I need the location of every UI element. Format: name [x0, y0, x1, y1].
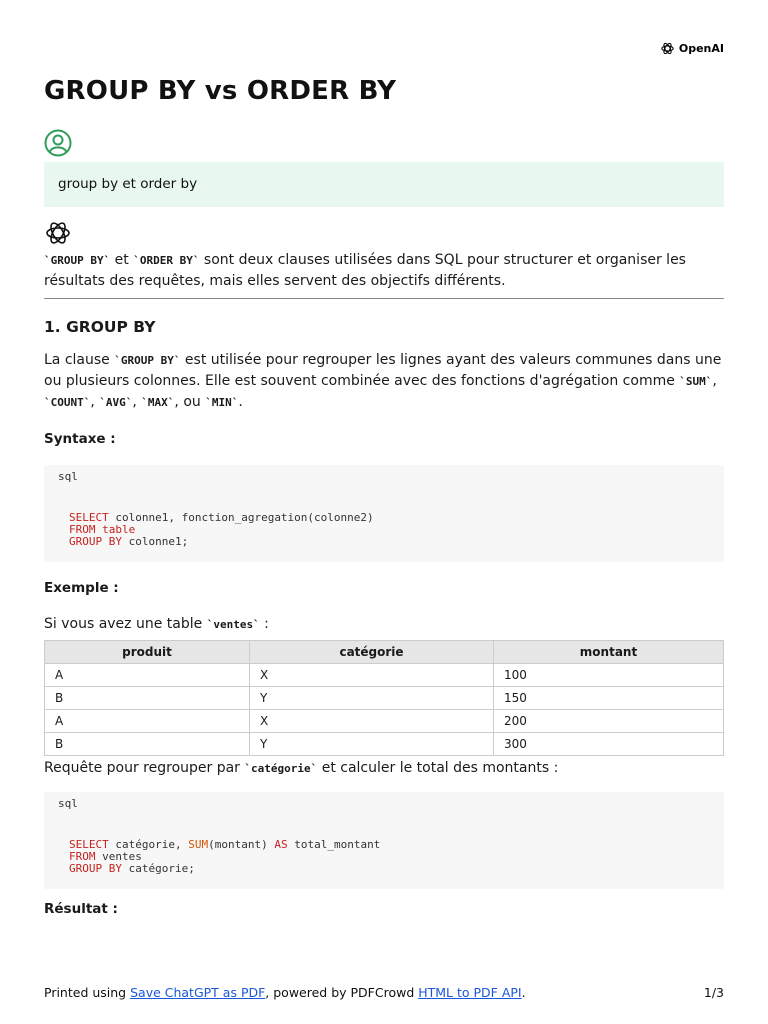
user-message: group by et order by: [44, 162, 724, 207]
table-cell: 100: [494, 664, 724, 687]
inline-code: `GROUP BY`: [114, 354, 181, 367]
inline-code: `ventes`: [206, 618, 260, 631]
example-label: Exemple :: [44, 580, 119, 596]
table-header-row: [45, 641, 724, 664]
openai-logo-icon: [659, 40, 676, 57]
inline-code: `SUM`: [679, 375, 713, 388]
result-label: Résultat :: [44, 901, 118, 917]
table-cell: Y: [250, 733, 494, 756]
table-cell: 200: [494, 710, 724, 733]
table-cell: X: [250, 710, 494, 733]
code-language-label: sql: [58, 797, 78, 810]
table-cell: 150: [494, 687, 724, 710]
code-language-label: sql: [58, 470, 78, 483]
footer-credit: Printed using Save ChatGPT as PDF, powered by PDFCrowd HTML to PDF API.: [44, 985, 526, 1000]
ventes-table: [44, 640, 724, 756]
code-block-example[interactable]: [44, 792, 724, 889]
inline-code: `ORDER BY`: [133, 254, 200, 267]
code-content[interactable]: SELECT colonne1, fonction_agregation(colonne2) FROM table GROUP BY colonne1;: [69, 511, 374, 548]
column-header: montant: [494, 641, 724, 664]
table-row: [45, 710, 724, 733]
code-block-syntax[interactable]: [44, 465, 724, 562]
table-row: [45, 687, 724, 710]
html-to-pdf-link[interactable]: HTML to PDF API: [418, 985, 522, 1000]
brand-name: OpenAI: [678, 42, 724, 55]
print-footer: [44, 985, 724, 1000]
table-cell: A: [45, 710, 250, 733]
group-by-paragraph: La clause `GROUP BY` est utilisée pour regrouper les lignes ayant des valeurs communes dans une ou plusieurs colonnes. Elle est souvent combinée avec des fonctions d'agrégation comme `SUM`, `COUNT`, `AVG`, `MAX`, ou `MIN`.: [44, 352, 722, 410]
openai-logo: [659, 40, 724, 57]
table-cell: 300: [494, 733, 724, 756]
inline-code: `COUNT`: [44, 396, 91, 409]
column-header: produit: [45, 641, 250, 664]
divider: [44, 298, 724, 299]
column-header: catégorie: [250, 641, 494, 664]
table-cell: B: [45, 687, 250, 710]
code-content[interactable]: SELECT catégorie, SUM(montant) AS total_montant FROM ventes GROUP BY catégorie;: [69, 838, 381, 875]
inline-code: `AVG`: [99, 396, 133, 409]
syntax-label: Syntaxe :: [44, 431, 116, 447]
inline-code: `MIN`: [205, 396, 239, 409]
table-row: [45, 733, 724, 756]
intro-paragraph: `GROUP BY` et `ORDER BY` sont deux clauses utilisées dans SQL pour structurer et organiser les résultats des requêtes, mais elles servent des objectifs différents.: [44, 252, 686, 289]
table-cell: A: [45, 664, 250, 687]
user-avatar-icon: [44, 129, 72, 157]
table-cell: X: [250, 664, 494, 687]
table-cell: B: [45, 733, 250, 756]
page-number: 1/3: [703, 985, 724, 1000]
chatgpt-avatar-icon: [44, 219, 72, 247]
example-intro: Si vous avez une table `ventes` :: [44, 616, 269, 632]
table-row: [45, 664, 724, 687]
inline-code: `catégorie`: [244, 762, 318, 775]
inline-code: `GROUP BY`: [44, 254, 111, 267]
assistant-response: [44, 250, 724, 919]
page-title: GROUP BY vs ORDER BY: [44, 76, 397, 106]
save-chatgpt-link[interactable]: Save ChatGPT as PDF: [130, 985, 266, 1000]
section-heading: 1. GROUP BY: [44, 318, 156, 336]
query-intro: Requête pour regrouper par `catégorie` et calculer le total des montants :: [44, 760, 559, 776]
table-cell: Y: [250, 687, 494, 710]
inline-code: `MAX`: [141, 396, 175, 409]
